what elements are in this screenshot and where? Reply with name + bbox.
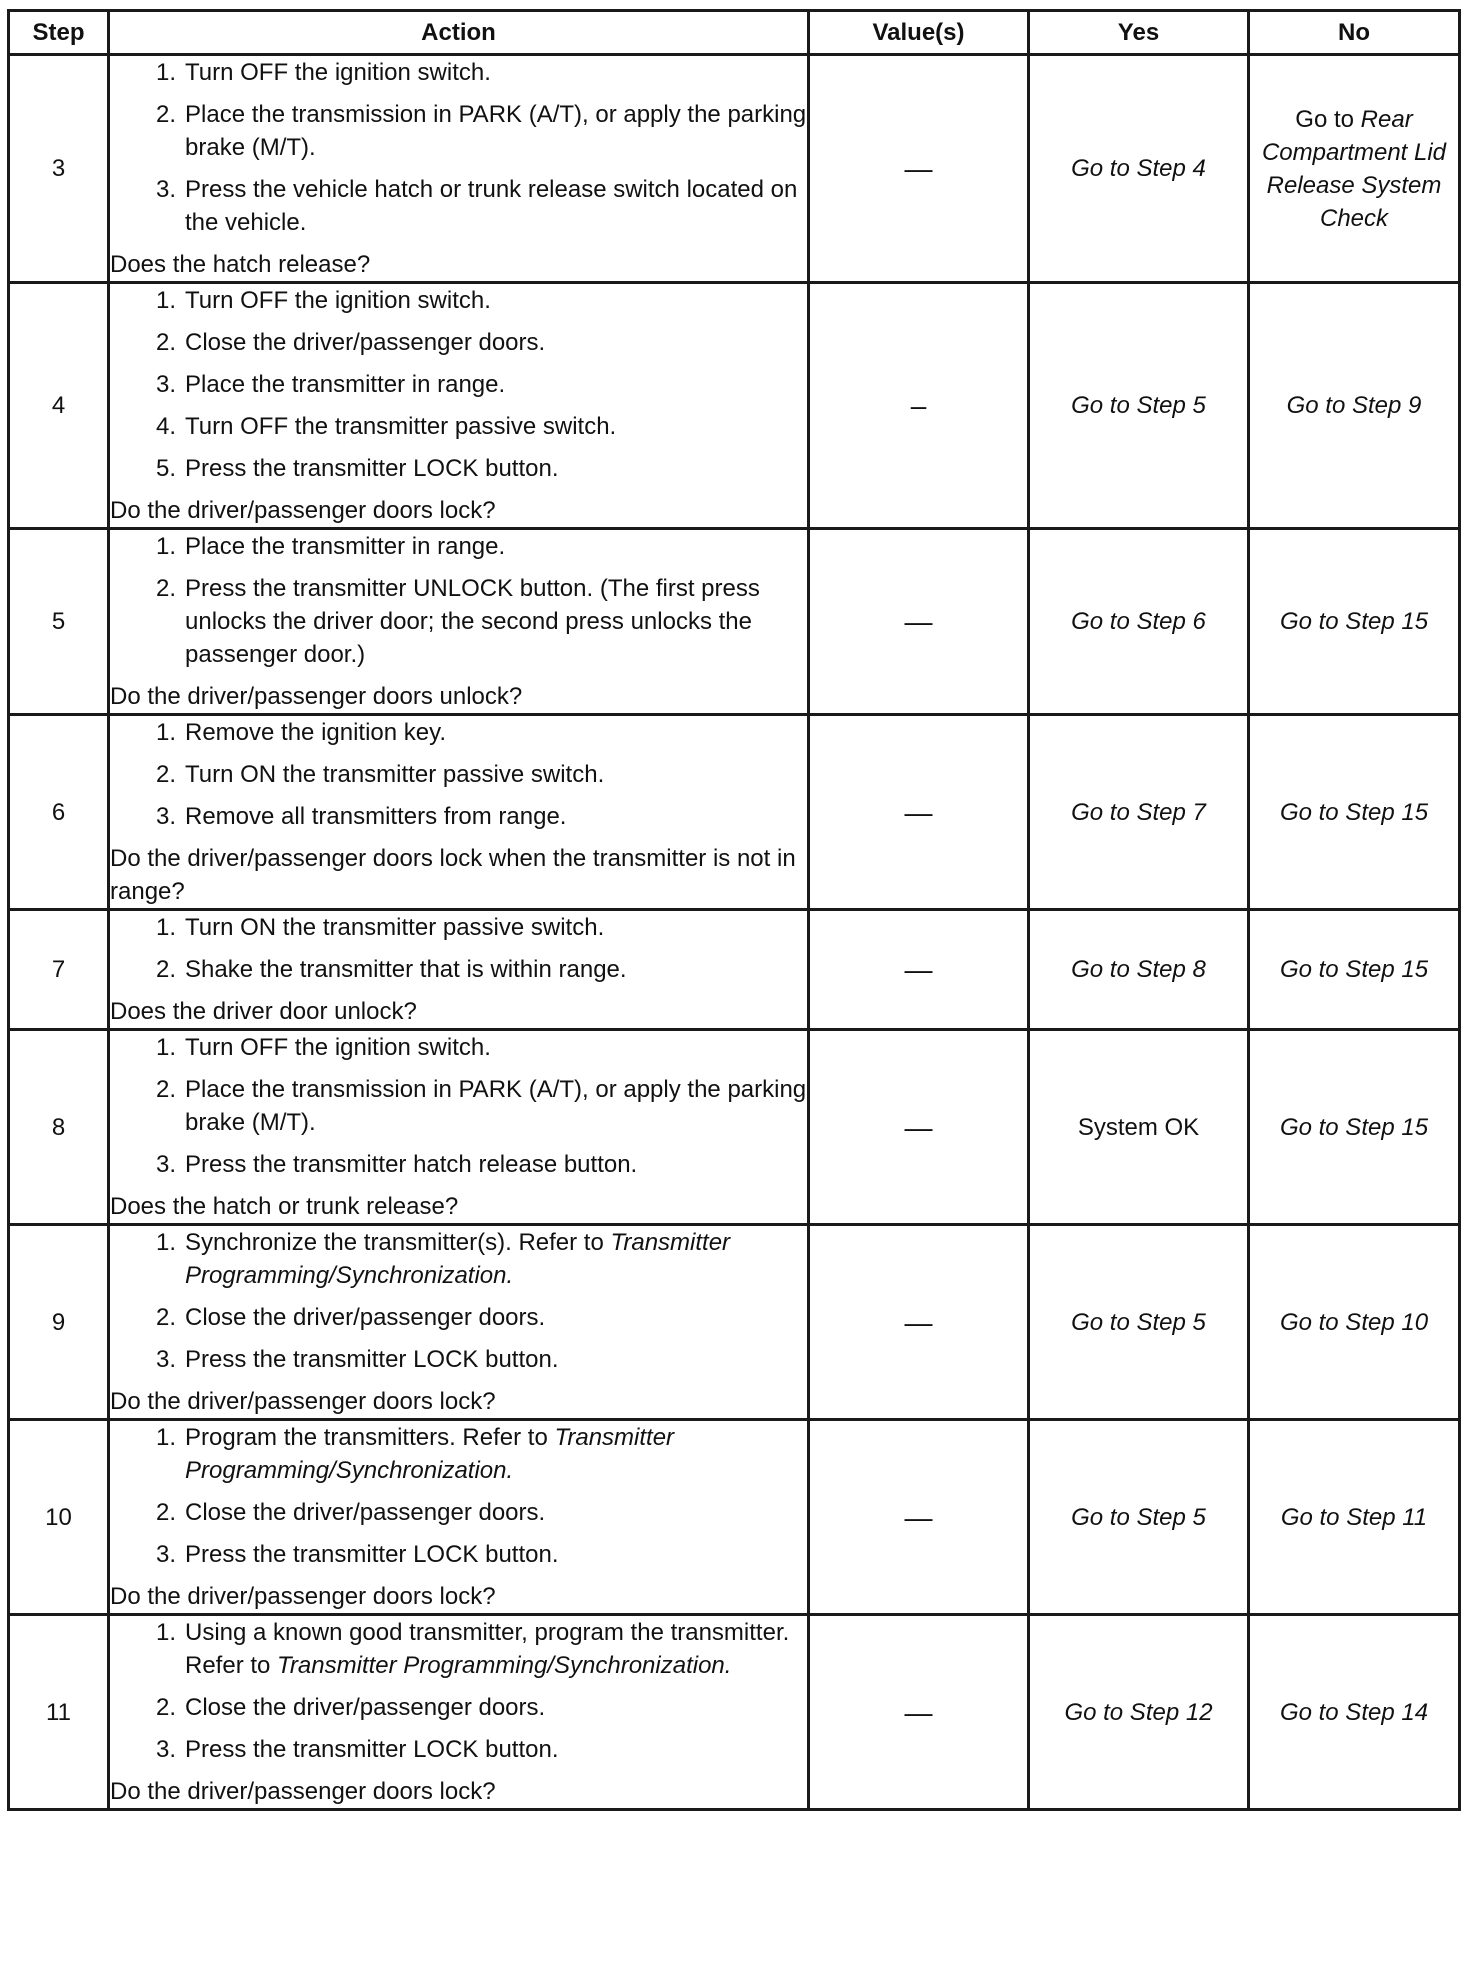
italic-text: Go to Step 5 (1071, 1308, 1206, 1336)
value-cell: — (809, 55, 1029, 283)
header-action: Action (109, 11, 809, 55)
action-steps-list (110, 1616, 807, 1766)
text-run: Remove all transmitters from range. (185, 803, 567, 830)
action-step-text (185, 572, 807, 671)
table-row (9, 1225, 1460, 1420)
action-question: Does the hatch or trunk release? (110, 1193, 459, 1220)
action-cell (109, 529, 809, 715)
action-step-text (185, 1616, 807, 1682)
action-step (110, 410, 807, 443)
action-step (110, 56, 807, 89)
action-step (110, 98, 807, 164)
value-cell: — (809, 1030, 1029, 1225)
action-step (110, 326, 807, 359)
action-cell (109, 1225, 809, 1420)
text-run: Press the transmitter LOCK button. (185, 455, 559, 482)
yes-result (1029, 715, 1249, 910)
header-step: Step (9, 11, 109, 55)
action-question: Do the driver/passenger doors lock? (110, 1778, 496, 1805)
action-step-number: 2. (155, 1499, 176, 1526)
table-row (9, 55, 1460, 283)
value-cell: – (809, 283, 1029, 529)
text-run: System OK (1077, 1113, 1200, 1141)
action-step-text (185, 368, 807, 401)
text-run: Close the driver/passenger doors. (185, 1499, 546, 1526)
action-step-number: 1. (155, 1229, 176, 1256)
step-number: 7 (9, 910, 109, 1030)
italic-text: Go to Step 14 (1279, 1698, 1429, 1726)
action-cell (109, 1615, 809, 1810)
step-number: 8 (9, 1030, 109, 1225)
text-run: Place the transmission in PARK (A/T), or apply the parking brake (M/T). (185, 101, 807, 161)
no-result (1249, 1225, 1460, 1420)
text-run: Close the driver/passenger doors. (185, 1304, 546, 1331)
table-row (9, 1420, 1460, 1615)
no-result (1249, 1030, 1460, 1225)
no-result (1249, 529, 1460, 715)
action-question: Do the driver/passenger doors lock? (110, 1388, 496, 1415)
action-step (110, 758, 807, 791)
header-no: No (1249, 11, 1460, 55)
value-cell: — (809, 1420, 1029, 1615)
action-step (110, 1733, 807, 1766)
text-run: Press the transmitter LOCK button. (185, 1346, 559, 1373)
action-step-number: 3. (155, 1736, 176, 1763)
text-run: Turn OFF the ignition switch. (185, 287, 491, 314)
action-steps-list (110, 1421, 807, 1571)
action-step (110, 1073, 807, 1139)
action-step-number: 3. (155, 803, 176, 830)
action-step-number: 2. (155, 1304, 176, 1331)
text-run: Place the transmitter in range. (185, 371, 506, 398)
action-step-text (185, 56, 807, 89)
step-number: 3 (9, 55, 109, 283)
action-step-text (185, 1301, 807, 1334)
action-step (110, 953, 807, 986)
text-run: Close the driver/passenger doors. (185, 329, 546, 356)
action-steps-list (110, 284, 807, 485)
text-run: Turn ON the transmitter passive switch. (185, 761, 605, 788)
value-cell: — (809, 1615, 1029, 1810)
text-run: Press the transmitter LOCK button. (185, 1541, 559, 1568)
action-step-text (185, 953, 807, 986)
italic-text: Rear Compartment Lid Release System Check (1261, 105, 1447, 232)
italic-text: Go to Step 12 (1064, 1698, 1213, 1726)
header-row (9, 11, 1460, 55)
action-question: Do the driver/passenger doors lock? (110, 1583, 496, 1610)
text-run: Press the transmitter UNLOCK button. (The first press unlocks the driver door; the second press unlocks the passenger door.) (185, 575, 760, 668)
action-step-number: 3. (155, 1151, 176, 1178)
action-step-text (185, 911, 807, 944)
action-cell (109, 715, 809, 910)
step-number: 4 (9, 283, 109, 529)
yes-result (1029, 529, 1249, 715)
action-step (110, 1148, 807, 1181)
step-number: 10 (9, 1420, 109, 1615)
action-step-number: 1. (155, 914, 176, 941)
action-step-number: 2. (155, 956, 176, 983)
italic-text: Go to Step 15 (1279, 608, 1429, 635)
action-question: Does the hatch release? (110, 251, 371, 278)
action-step-text (185, 1691, 807, 1724)
text-run: Place the transmission in PARK (A/T), or apply the parking brake (M/T). (185, 1076, 807, 1136)
action-step-text (185, 1733, 807, 1766)
header-yes: Yes (1029, 11, 1249, 55)
text-run: Press the transmitter LOCK button. (185, 1736, 559, 1763)
italic-text: Go to Step 7 (1071, 798, 1206, 826)
action-step-number: 3. (155, 1541, 176, 1568)
action-step (110, 452, 807, 485)
table-row (9, 1615, 1460, 1810)
action-steps-list (110, 911, 807, 986)
yes-result (1029, 1030, 1249, 1225)
italic-text: Go to Step 11 (1280, 1503, 1428, 1531)
italic-text: Transmitter Programming/Synchronization. (277, 1652, 732, 1679)
action-step-text (185, 1538, 807, 1571)
text-run: Using a known good transmitter, program the transmitter. Refer to (185, 1619, 790, 1679)
step-number: 11 (9, 1615, 109, 1810)
action-step-text (185, 1226, 807, 1292)
text-run: Shake the transmitter that is within range. (185, 956, 627, 983)
action-step-text (185, 1421, 807, 1487)
action-step-text (185, 452, 807, 485)
text-run: Turn OFF the transmitter passive switch. (185, 413, 617, 440)
yes-result (1029, 910, 1249, 1030)
text-run: Press the vehicle hatch or trunk release switch located on the vehicle. (185, 176, 798, 236)
action-step-text (185, 758, 807, 791)
no-result (1249, 715, 1460, 910)
value-cell: — (809, 910, 1029, 1030)
action-step (110, 530, 807, 563)
action-step (110, 1031, 807, 1064)
action-step-number: 1. (155, 287, 176, 314)
action-step (110, 1616, 807, 1682)
italic-text: Go to Step 15 (1279, 956, 1429, 983)
action-step-text (185, 1031, 807, 1064)
text-run: Turn OFF the ignition switch. (185, 59, 491, 86)
value-cell: — (809, 1225, 1029, 1420)
text-run: Synchronize the transmitter(s). Refer to (185, 1229, 611, 1256)
value-cell: — (809, 715, 1029, 910)
text-run: Turn ON the transmitter passive switch. (185, 914, 605, 941)
text-run: Press the transmitter hatch release button. (185, 1151, 638, 1178)
action-question: Does the driver door unlock? (110, 998, 417, 1025)
table-row (9, 715, 1460, 910)
text-run: Program the transmitters. Refer to (185, 1424, 555, 1451)
action-step-number: 1. (155, 1034, 176, 1061)
action-steps-list (110, 716, 807, 833)
action-step (110, 1343, 807, 1376)
action-step (110, 1538, 807, 1571)
action-step-text (185, 98, 807, 164)
text-run: Close the driver/passenger doors. (185, 1694, 546, 1721)
yes-result (1029, 1420, 1249, 1615)
action-steps-list (110, 530, 807, 671)
action-step (110, 911, 807, 944)
yes-result (1029, 1225, 1249, 1420)
italic-text: Go to Step 15 (1279, 1113, 1429, 1141)
action-step-text (185, 716, 807, 749)
action-cell (109, 55, 809, 283)
yes-result (1029, 55, 1249, 283)
action-step-number: 4. (155, 413, 176, 440)
action-step-number: 1. (155, 533, 176, 560)
value-cell: — (809, 529, 1029, 715)
action-step (110, 284, 807, 317)
italic-text: Go to Step 5 (1071, 392, 1206, 419)
action-step (110, 572, 807, 671)
action-step-number: 3. (155, 1346, 176, 1373)
text-run: Place the transmitter in range. (185, 533, 506, 560)
action-steps-list (110, 56, 807, 239)
action-step-number: 1. (155, 719, 176, 746)
action-step (110, 716, 807, 749)
action-step (110, 1421, 807, 1487)
italic-text: Transmitter Programming/Synchronization. (185, 1424, 675, 1484)
action-steps-list (110, 1226, 807, 1376)
text-run: Turn OFF the ignition switch. (185, 1034, 491, 1061)
action-step-text (185, 800, 807, 833)
header-values: Value(s) (809, 11, 1029, 55)
table-row (9, 1030, 1460, 1225)
text-run: Go to (1295, 105, 1361, 133)
italic-text: Go to Step 15 (1279, 798, 1429, 826)
yes-result (1029, 1615, 1249, 1810)
action-step-text (185, 410, 807, 443)
action-step-text (185, 530, 807, 563)
table-row (9, 910, 1460, 1030)
no-result (1249, 1420, 1460, 1615)
italic-text: Go to Step 5 (1071, 1503, 1206, 1531)
action-step-text (185, 1148, 807, 1181)
action-cell (109, 1420, 809, 1615)
action-step-number: 2. (155, 329, 176, 356)
italic-text: Transmitter Programming/Synchronization. (185, 1229, 731, 1289)
step-number: 6 (9, 715, 109, 910)
italic-text: Go to Step 9 (1286, 392, 1422, 419)
yes-result (1029, 283, 1249, 529)
no-result (1249, 55, 1460, 283)
action-cell (109, 283, 809, 529)
action-step-number: 3. (155, 176, 176, 203)
text-run: Remove the ignition key. (185, 719, 447, 746)
diagnostic-table (7, 9, 1461, 1811)
italic-text: Go to Step 8 (1071, 956, 1206, 983)
action-question: Do the driver/passenger doors unlock? (110, 683, 523, 710)
action-step (110, 1301, 807, 1334)
action-step-number: 2. (155, 1694, 176, 1721)
italic-text: Go to Step 10 (1279, 1308, 1429, 1336)
step-number: 9 (9, 1225, 109, 1420)
action-step-number: 5. (155, 455, 176, 482)
action-step-number: 2. (155, 761, 176, 788)
action-question: Do the driver/passenger doors lock? (110, 497, 496, 524)
action-step-text (185, 1073, 807, 1139)
italic-text: Go to Step 4 (1071, 155, 1206, 182)
action-cell (109, 910, 809, 1030)
action-step-text (185, 173, 807, 239)
action-step-text (185, 1343, 807, 1376)
table-row (9, 529, 1460, 715)
action-step (110, 173, 807, 239)
step-number: 5 (9, 529, 109, 715)
action-step (110, 1496, 807, 1529)
action-question: Do the driver/passenger doors lock when the transmitter is not in range? (110, 845, 796, 905)
action-step-text (185, 326, 807, 359)
action-step-number: 2. (155, 575, 176, 602)
action-step-text (185, 284, 807, 317)
action-steps-list (110, 1031, 807, 1181)
action-cell (109, 1030, 809, 1225)
action-step-number: 1. (155, 59, 176, 86)
no-result (1249, 1615, 1460, 1810)
action-step (110, 1226, 807, 1292)
table-row (9, 283, 1460, 529)
action-step-text (185, 1496, 807, 1529)
action-step (110, 1691, 807, 1724)
action-step-number: 1. (155, 1424, 176, 1451)
action-step-number: 2. (155, 1076, 176, 1103)
no-result (1249, 910, 1460, 1030)
action-step-number: 3. (155, 371, 176, 398)
action-step (110, 800, 807, 833)
action-step-number: 2. (155, 101, 176, 128)
no-result (1249, 283, 1460, 529)
action-step-number: 1. (155, 1619, 176, 1646)
action-step (110, 368, 807, 401)
table-body (9, 55, 1460, 1810)
italic-text: Go to Step 6 (1071, 608, 1206, 635)
